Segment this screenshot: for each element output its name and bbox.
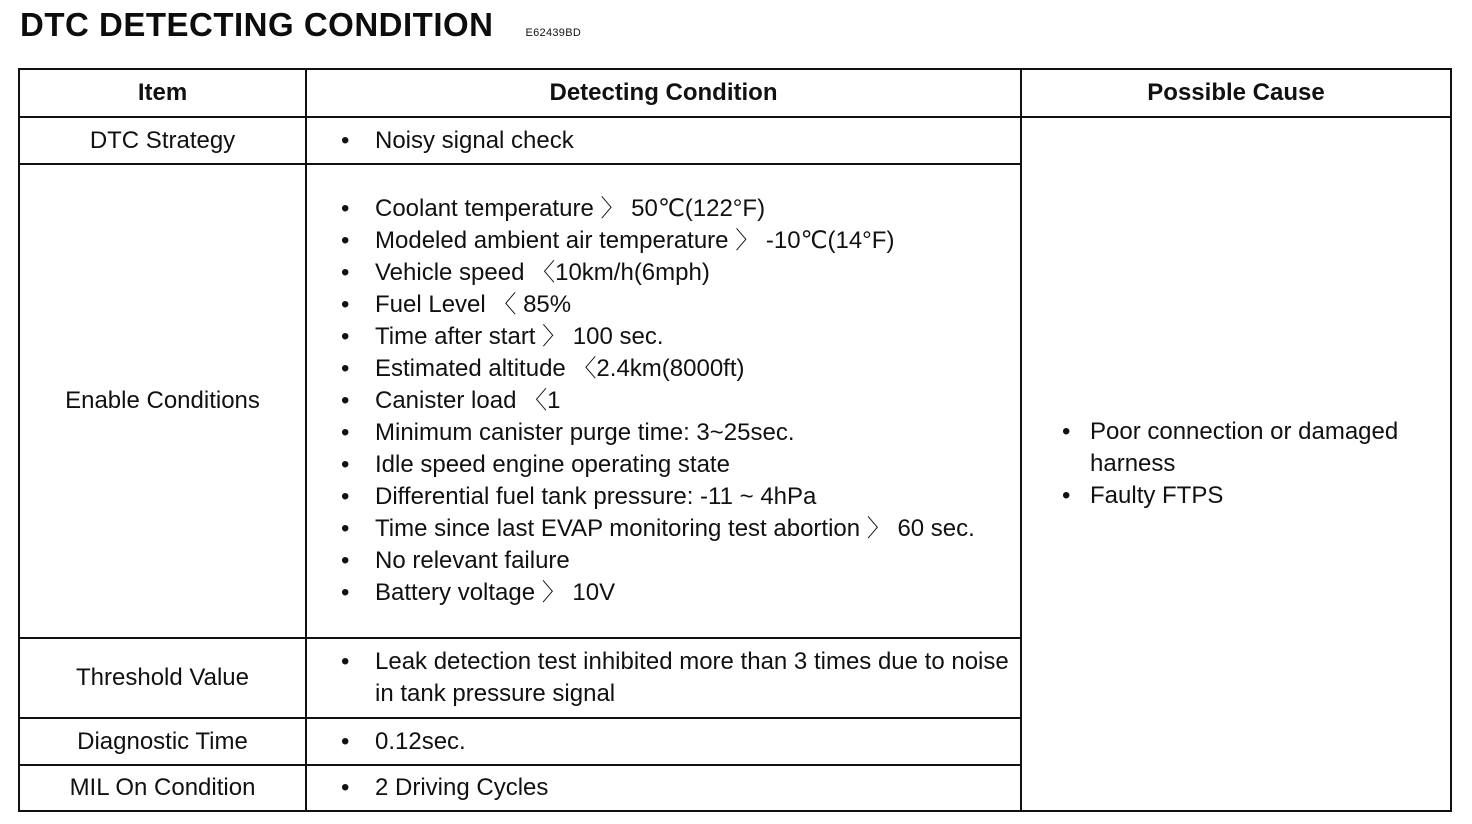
condition-cell (306, 718, 1021, 765)
condition-item: • 2 Driving Cycles (341, 772, 1010, 804)
condition-item: • Coolant temperature 〉 50℃(122°F) (341, 193, 1010, 225)
condition-item: • Leak detection test inhibited more than 3 times due to noise in tank pressure signal (341, 646, 1010, 710)
condition-item: • 0.12sec. (341, 726, 1010, 758)
item-cell: DTC Strategy (19, 117, 306, 164)
condition-item: • Battery voltage 〉 10V (341, 577, 1010, 609)
condition-item: • Estimated altitude 〈2.4km(8000ft) (341, 353, 1010, 385)
possible-cause-item: • Poor connection or damaged harness (1062, 416, 1442, 480)
possible-cause-item: • Faulty FTPS (1062, 480, 1442, 512)
condition-item: • Canister load 〈1 (341, 385, 1010, 417)
item-cell: MIL On Condition (19, 765, 306, 811)
condition-list (307, 193, 1020, 609)
condition-item: • Noisy signal check (341, 125, 1010, 157)
column-header-item: Item (19, 69, 306, 117)
condition-item: • Differential fuel tank pressure: -11 ~ 4hPa (341, 481, 1010, 513)
item-cell: Diagnostic Time (19, 718, 306, 765)
column-header-detecting-condition: Detecting Condition (306, 69, 1021, 117)
condition-item: • Time since last EVAP monitoring test abortion 〉 60 sec. (341, 513, 1010, 545)
condition-item: • Modeled ambient air temperature 〉 -10℃(14°F) (341, 225, 1010, 257)
possible-cause-list (1022, 416, 1450, 512)
condition-list (307, 726, 1020, 758)
column-header-possible-cause: Possible Cause (1021, 69, 1451, 117)
condition-item: • Vehicle speed 〈10km/h(6mph) (341, 257, 1010, 289)
condition-cell (306, 638, 1021, 718)
condition-item: • Minimum canister purge time: 3~25sec. (341, 417, 1010, 449)
possible-cause-cell (1021, 117, 1451, 811)
page-header (20, 6, 581, 46)
table-row-dtc-strategy (19, 117, 1451, 164)
page-title: DTC DETECTING CONDITION (20, 6, 494, 43)
condition-list (307, 772, 1020, 804)
condition-item: • Fuel Level 〈 85% (341, 289, 1010, 321)
condition-item: • Idle speed engine operating state (341, 449, 1010, 481)
item-cell: Threshold Value (19, 638, 306, 718)
condition-cell (306, 117, 1021, 164)
condition-list (307, 646, 1020, 710)
dtc-condition-table (18, 68, 1452, 812)
condition-cell (306, 164, 1021, 638)
condition-item: • No relevant failure (341, 545, 1010, 577)
table-header-row (19, 69, 1451, 117)
item-cell: Enable Conditions (19, 164, 306, 638)
condition-list (307, 125, 1020, 157)
document-code: E62439BD (525, 27, 582, 39)
condition-cell (306, 765, 1021, 811)
condition-item: • Time after start 〉 100 sec. (341, 321, 1010, 353)
